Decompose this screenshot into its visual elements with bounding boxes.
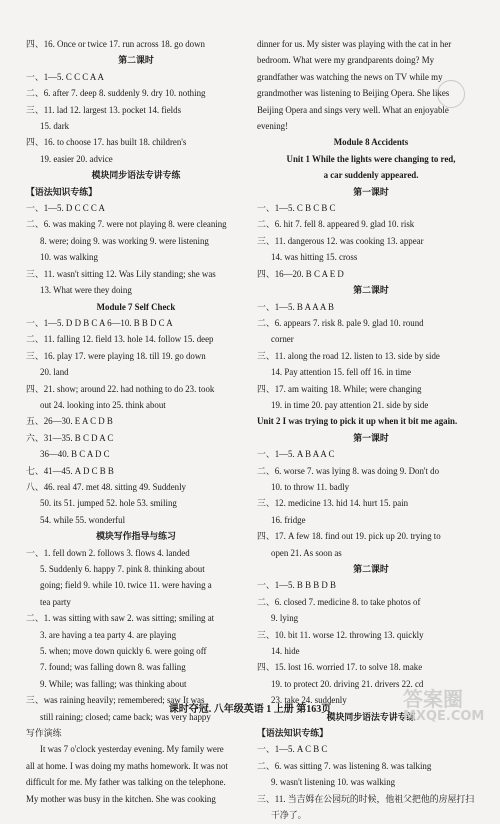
answer-line: 一、1—5. D D B C A 6—10. B B D C A xyxy=(26,317,173,328)
answer-line: 五、26—30. E A C D B xyxy=(26,416,113,427)
answer-line: 七、41—45. A D C B B xyxy=(26,465,114,476)
answer-line: 9. lying xyxy=(271,613,299,624)
answer-line: 三、12. medicine 13. hid 14. hurt 15. pain xyxy=(257,498,409,509)
answer-line: 干净了。 xyxy=(271,810,307,821)
answer-line: 四、17. A few 18. find out 19. pick up 20. trying to xyxy=(257,531,441,542)
answer-line: 54. while 55. wonderful xyxy=(40,514,126,525)
answer-line: grandfather was watching the news on TV while my xyxy=(257,71,443,82)
site-watermark xyxy=(403,687,493,726)
answer-line: 二、11. falling 12. field 13. hole 14. follow 15. deep xyxy=(26,334,214,345)
answer-line: 8. were; doing 9. was working 9. were listening xyxy=(40,235,209,246)
answer-line: 四、17. am waiting 18. While; were changing xyxy=(257,383,422,394)
answer-line: 二、6. appears 7. risk 8. pale 9. glad 10. round xyxy=(257,317,424,328)
answer-line: 23. take 24. suddenly xyxy=(271,695,347,706)
answer-line: 二、6. hit 7. fell 8. appeared 9. glad 10. risk xyxy=(257,219,415,230)
answer-line: 一、1—5. A C B C xyxy=(257,744,328,755)
answer-line: 5. when; move down quickly 6. were going off xyxy=(40,646,207,657)
answer-line: 二、6. worse 7. was lying 8. was doing 9. Don't do xyxy=(257,465,440,476)
answer-line: My mother was busy in the kitchen. She was cooking xyxy=(26,793,216,804)
answer-line: grandmother was listening to Beijing Opera. She likes xyxy=(257,88,450,99)
answer-line: 19. to protect 20. driving 21. drivers 22. cd xyxy=(271,678,424,689)
answer-line: 模块同步语法专讲专练 xyxy=(91,170,181,181)
watermark-main: 答案圈 xyxy=(403,687,463,711)
answer-line: 14. hide xyxy=(271,646,300,657)
answer-line: 六、31—35. B C D A C xyxy=(26,432,114,443)
answer-line: 10. to throw 11. badly xyxy=(271,481,350,492)
answer-line: 三、11. lad 12. largest 13. pocket 14. fields xyxy=(26,104,182,115)
answer-line: tea party xyxy=(40,596,71,607)
answer-line: Beijing Opera and sings very well. What an enjoyable xyxy=(257,104,449,115)
answer-line: 三、10. bit 11. worse 12. throwing 13. quickly xyxy=(257,629,424,640)
answer-line: 50. its 51. jumped 52. hole 53. smiling xyxy=(40,498,177,509)
answer-line: Unit 2 I was trying to pick it up when it bit me again. xyxy=(257,416,458,427)
answer-line: 19. easier 20. advice xyxy=(40,153,113,164)
answer-line: Module 7 Self Check xyxy=(96,301,176,312)
answer-line: 三、11. 当吉姆在公园玩的时候，他祖父把他的房屋打扫 xyxy=(257,793,475,804)
answer-line: 3. are having a tea party 4. are playing xyxy=(40,629,177,640)
answer-line: 四、21. show; around 22. had nothing to do 23. took xyxy=(26,383,215,394)
answer-line: 一、1—5. D C C C A xyxy=(26,203,105,214)
answer-line: 一、1—5. A B A A C xyxy=(257,449,335,460)
answer-line: 一、1. fell down 2. follows 3. flows 4. landed xyxy=(26,547,190,558)
answer-line: a car suddenly appeared. xyxy=(323,170,419,181)
answer-line: evening! xyxy=(257,121,289,132)
answer-line: bedroom. What were my grandparents doing? My xyxy=(257,55,435,66)
answer-line: 第一课时 xyxy=(353,186,389,197)
answer-line: 二、1. was sitting with saw 2. was sitting; smiling at xyxy=(26,613,215,624)
answer-line: 二、6. was making 7. were not playing 8. were cleaning xyxy=(26,219,227,230)
answer-line: 写作演练 xyxy=(26,728,62,739)
answer-line: 模块写作指导与练习 xyxy=(96,531,176,542)
answer-line: 【语法知识专练】 xyxy=(257,728,328,739)
answer-line: all at home. I was doing my maths homework. It was not xyxy=(26,760,228,771)
answer-line: 【语法知识专练】 xyxy=(26,186,97,197)
answer-line: 一、1—5. B B B D B xyxy=(257,580,336,591)
page-footer: 课时夺冠. 八年级英语 1 上册 第163页 xyxy=(168,704,332,715)
answer-line: going; field 9. while 10. twice 11. were having a xyxy=(40,580,212,591)
answer-line: 13. What were they doing xyxy=(40,285,132,296)
answer-line: 四、16. Once or twice 17. run across 18. go down xyxy=(26,39,205,49)
answer-line: dinner for us. My sister was playing with the cat in her xyxy=(257,39,452,49)
answer-line: 三、16. play 17. were playing 18. till 19. go down xyxy=(26,350,206,361)
answer-line: 三、11. dangerous 12. was cooking 13. appear xyxy=(257,235,424,246)
answer-line: 二、6. closed 7. medicine 8. to take photos of xyxy=(257,596,421,607)
watermark-sub: MXQE.COM xyxy=(403,709,485,724)
answer-line: 20. land xyxy=(40,367,69,378)
answer-line: It was 7 o'clock yesterday evening. My family were xyxy=(40,744,224,755)
answer-line: 模块同步语法专讲专练 xyxy=(326,711,416,722)
answer-line: 四、16. to choose 17. has built 18. children's xyxy=(26,137,187,148)
answer-line: 第二课时 xyxy=(353,285,389,296)
answer-line: 7. found; was falling down 8. was falling xyxy=(40,662,186,673)
answer-line: open 21. As soon as xyxy=(271,547,342,558)
answer-line: 19. in time 20. pay attention 21. side by side xyxy=(271,399,429,410)
answer-line: 第二课时 xyxy=(118,55,154,66)
answer-line: 第一课时 xyxy=(353,432,389,443)
answer-line: 10. was walking xyxy=(40,252,98,263)
answer-line: 三、11. wasn't sitting 12. Was Lily standing; she was xyxy=(26,268,216,279)
answer-line: Unit 1 While the lights were changing to red, xyxy=(286,153,456,164)
answer-line: 9. While; was falling; was thinking about xyxy=(40,678,187,689)
answer-line: out 24. looking into 25. think about xyxy=(40,399,166,410)
answer-line: Module 8 Accidents xyxy=(333,137,409,148)
answer-line: 一、1—5. C C C A A xyxy=(26,71,104,82)
answer-line: 一、1—5. B A A A B xyxy=(257,301,334,312)
answer-circle-stamp xyxy=(437,80,465,108)
answer-line: 36—40. B C A D C xyxy=(40,449,110,460)
answer-line: 八、46. real 47. met 48. sitting 49. Suddenly xyxy=(26,481,186,492)
answer-line: still raining; closed; came back; was very happy xyxy=(40,711,211,722)
answer-line: corner xyxy=(271,334,294,345)
answer-line: 四、16—20. B C A E D xyxy=(257,268,344,279)
answer-line: difficult for me. My father was talking on the telephone. xyxy=(26,777,226,788)
answer-line: 14. was hitting 15. cross xyxy=(271,252,358,263)
answer-line: 三、was raining heavily; remembered; saw It was xyxy=(26,695,205,706)
answer-line: 四、15. lost 16. worried 17. to solve 18. make xyxy=(257,662,423,673)
answer-line: 一、1—5. C B C B C xyxy=(257,203,336,214)
answer-line: 二、6. after 7. deep 8. suddenly 9. dry 10. nothing xyxy=(26,88,206,99)
answer-line: 15. dark xyxy=(40,121,70,132)
answer-line: 三、11. along the road 12. listen to 13. side by side xyxy=(257,350,440,361)
answer-line: 二、6. was sitting 7. was listening 8. was talking xyxy=(257,760,432,771)
left-column xyxy=(26,36,246,807)
answer-line: 5. Suddenly 6. happy 7. pink 8. thinking about xyxy=(40,564,205,574)
answer-line: 16. fridge xyxy=(271,514,306,525)
answer-line: 14. Pay attention 15. fell off 16. in time xyxy=(271,367,412,378)
answer-line: 9. wasn't listening 10. was walking xyxy=(271,777,396,788)
answer-line: 第二课时 xyxy=(353,564,389,574)
